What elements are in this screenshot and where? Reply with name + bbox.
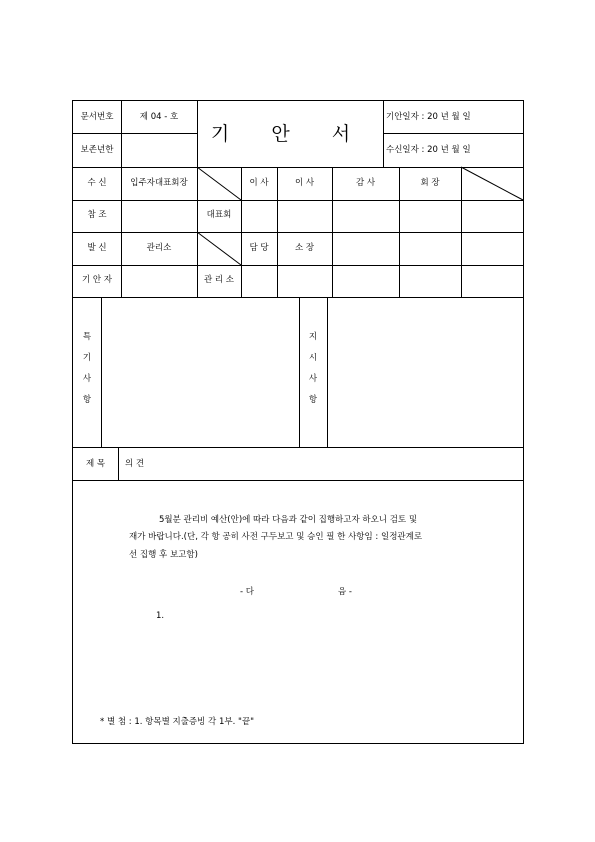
diagonal-slash [197,232,241,265]
chairman-header: 회 장 [420,178,440,188]
auditor-header: 감 사 [355,178,376,188]
diagonal-slash [461,167,523,200]
director-header-2: 이 사 [294,178,315,188]
draft-form [72,100,524,744]
instruction-notes-char: 시 [308,353,318,363]
row-line [73,232,523,233]
in-charge-header: 담 당 [249,243,269,253]
attachment-note: * 별 첨 : 1. 항목별 지출증빙 각 1부. "끝" [100,717,255,727]
body-paragraph-line: 재가 바랍니다.(단, 각 항 공히 사전 구두보고 및 승인 필 한 사항임 : 일정관계로 [129,532,423,542]
body-paragraph-line: 5월분 관리비 예산(안)에 따라 다음과 같이 집행하고자 하오니 검토 및 [159,515,418,525]
special-notes-label [80,327,94,411]
retention-label: 보존년한 [80,145,114,155]
col-line [118,447,119,480]
row-line [73,265,523,266]
list-item-1: 1. [156,611,165,621]
special-notes-char: 항 [82,395,92,405]
diagonal-slash [197,167,241,200]
row-line [383,133,523,134]
doc-number-label: 문서번호 [80,112,114,122]
subject-label: 제 목 [85,459,106,469]
instruction-notes-label [306,327,320,411]
instruction-notes-char: 지 [308,332,318,342]
drafter-label: 기 안 자 [81,275,113,285]
recipient-value: 입주자대표회장 [130,178,188,188]
body-paragraph-line: 선 집행 후 보고함) [129,550,198,560]
row-line [73,480,523,481]
row-line [73,167,523,168]
subject-value: 의 견 [125,459,145,469]
col-line [101,297,102,447]
page-title: 기 안 서 [210,123,369,145]
sender-label: 발 신 [87,243,107,253]
row-line [73,297,523,298]
director-header-1: 이 사 [249,178,269,188]
col-line [383,101,384,167]
doc-number-value: 제 04 - 호 [139,112,179,122]
instruction-notes-char: 사 [308,374,318,384]
col-line [299,297,300,447]
row-line [73,133,197,134]
instruction-notes-char: 항 [308,395,318,405]
receive-date: 수신일자 : 20 년 월 일 [386,145,471,155]
special-notes-char: 기 [82,353,92,363]
draft-date: 기안일자 : 20 년 월 일 [386,112,471,122]
col-line [327,297,328,447]
rep-meeting-label: 대표회 [206,210,232,220]
special-notes-char: 사 [82,374,92,384]
office-label: 관 리 소 [203,275,235,285]
manager-header: 소 장 [294,243,315,253]
list-heading-left: - 다 [240,587,254,597]
list-heading-right: 음 - [338,587,352,597]
row-line [73,200,523,201]
col-line [121,101,122,167]
recipient-label: 수 신 [87,178,107,188]
row-line [73,447,523,448]
sender-value: 관리소 [146,243,172,253]
special-notes-char: 특 [82,332,92,342]
reference-label: 참 조 [87,210,107,220]
